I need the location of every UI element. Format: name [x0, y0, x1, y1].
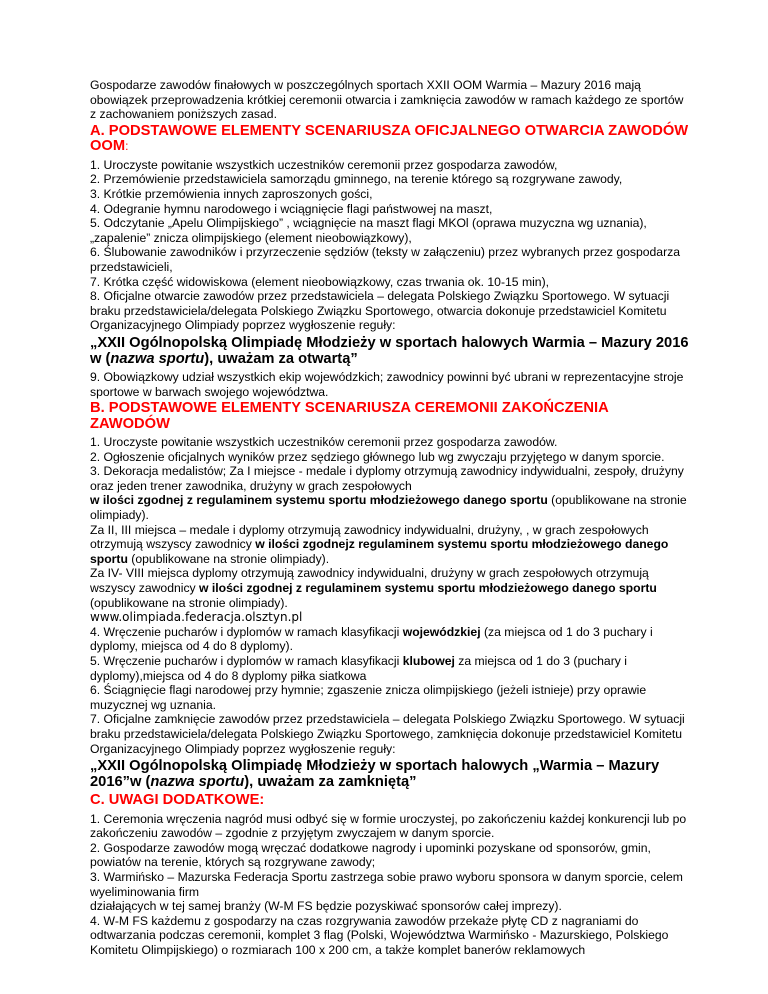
medals-2-3-text: Za II, III miejsca – medale i dyplomy otrzymują zawodnicy indywidualni, drużyny, , w grach zespołowych otrzymują wszyscy zawodnicy [90, 522, 649, 552]
places-4-8-bold: w ilości zgodnej z regulaminem systemu sportu młodzieżowego danego sportu [199, 581, 657, 596]
closing-formula [90, 758, 690, 790]
section-a-item-2: 2. Przemówienie przedstawiciela samorządu gminnego, na terenie którego są rozgrywane zawody, [90, 172, 623, 187]
opening-formula-sport: nazwa sportu [110, 350, 205, 367]
opening-formula [90, 335, 690, 367]
item-3-bold: w ilości zgodnej z regulaminem systemu sportu młodzieżowego danego sportu [90, 493, 548, 508]
section-c-item-4: 4. W-M FS każdemu z gospodarzy na czas rozgrywania zawodów przekaże płytę CD z nagraniami do odtwarzania podczas ceremonii, komplet 3 flag (Polski, Województwa Warmińsko - Mazurskiego, Polskiego Komitetu Olimpijskiego) o rozmiarach 100 x 200 cm, a także komplet banerów reklamowych [90, 913, 669, 957]
section-b-item-4 [90, 625, 690, 654]
section-b-item-5 [90, 654, 690, 683]
places-4-8-tail: (opublikowane na stronie olimpiady). [90, 595, 288, 610]
olympiad-website-link[interactable]: www.olimpiada.federacja.olsztyn.pl [90, 610, 303, 625]
item-4-text: 4. Wręczenie pucharów i dyplomów w ramach klasyfikacji [90, 624, 403, 639]
closing-formula-sport: nazwa sportu [150, 774, 245, 791]
intro-paragraph: Gospodarze zawodów finałowych w poszczególnych sportach XXII OOM Warmia – Mazury 2016 mają obowiązek przeprowadzenia krótkiej ceremonii otwarcia i zamknięcia zawodów w ramach każdego ze sportów z zachowaniem poniższych zasad. [90, 78, 684, 122]
opening-formula-start: „XXII Ogólnopolską Olimpiadę Młodzieży w sportach halowych Warmia – Mazury 2016 w ( [90, 334, 689, 367]
section-c-item-1: 1. Ceremonia wręczenia nagród musi odbyć się w formie uroczystej, po zakończeniu każdej konkurencji lub po zakończeniu zawodów – zgodnie z przyjętym zwyczajem w danym sporcie. [90, 811, 687, 841]
section-c-item-2: 2. Gospodarze zawodów mogą wręczać dodatkowe nagrody i upominki pozyskane od sponsorów, gmin, powiatów na terenie, których są rozgrywane zawody; [90, 840, 651, 870]
item-3-tail: (opublikowane na stronie olimpiady). [90, 493, 687, 523]
section-b-heading: B. PODSTAWOWE ELEMENTY SCENARIUSZA CEREMONII ZAKOŃCZENIA ZAWODÓW [90, 400, 609, 432]
section-b-places-4-8 [90, 566, 690, 610]
section-b-item-2: 2. Ogłoszenie oficjalnych wyników przez sędziego głównego lub wg zwyczaju przyjętego w danym sporcie. [90, 449, 665, 464]
section-b-item-6: 6. Ściągnięcie flagi narodowej przy hymnie; zgaszenie znicza olimpijskiego (jeżeli istnieje) przy oprawie muzycznej wg uznania. [90, 683, 647, 712]
section-c-item-3: 3. Warmińsko – Mazurska Federacja Sportu zastrzega sobie prawo wyboru sponsora w danym sporcie, celem wyeliminowania firm [90, 870, 683, 899]
section-b-item-7: 7. Oficjalne zamknięcie zawodów przez przedstawiciela – delegata Polskiego Związku Sportowego. W sytuacji braku przedstawiciela/delegata Polskiego Związku Sportowego, zamknięcia dokonuje przedstawiciel Komitetu Organizacyjnego Olimpiady poprzez wygłoszenie reguły: [90, 712, 685, 756]
section-a-item-9: 9. Obowiązkowy udział wszystkich ekip wojewódzkich; zawodnicy powinni być ubrani w reprezentacyjne stroje sportowe w barwach swojego województwa. [90, 369, 684, 399]
section-b-medals-2-3 [90, 523, 690, 567]
places-4-8-text: Za IV- VIII miejsca dyplomy otrzymują zawodnicy indywidualni, drużyny w grach zespołowych otrzymują wszyscy zawodnicy [90, 566, 649, 596]
item-5-bold: klubowej [402, 654, 455, 668]
section-a-item-3: 3. Krótkie przemówienia innych zaproszonych gości, [90, 186, 373, 201]
section-a-item-7: 7. Krótka część widowiskowa (element nieobowiązkowy, czas trwania ok. 10-15 min), [90, 274, 550, 289]
section-a-item-4: 4. Odegranie hymnu narodowego i wciągnięcie flagi państwowej na maszt, [90, 201, 493, 216]
item-3-text: 3. Dekoracja medalistów; Za I miejsce - medale i dyplomy otrzymują zawodnicy indywidualni, zespoły, drużyny oraz jeden trener zawodnika, drużyny w grach zespołowych [90, 464, 684, 493]
item-5-text: 5. Wręczenie pucharów i dyplomów w ramach klasyfikacji [90, 654, 403, 668]
section-a-item-6: 6. Ślubowanie zawodników i przyrzeczenie sędziów (teksty w załączeniu) przez wybranych przez gospodarza przedstawicieli, [90, 245, 681, 274]
section-a-heading [90, 124, 690, 155]
section-a-item-5: 5. Odczytanie „Apelu Olimpijskiego” , wciągnięcie na maszt flagi MKOl (oprawa muzyczna wg uznania), „zapalenie” znicza olimpijskiego (element nieobowiązkowy), [90, 216, 647, 245]
section-b-item-1: 1. Uroczyste powitanie wszystkich uczestników ceremonii przez gospodarza zawodów. [90, 435, 558, 450]
section-a-title: A. PODSTAWOWE ELEMENTY SCENARIUSZA OFICJALNEGO OTWARCIA ZAWODÓW OOM [90, 122, 689, 155]
closing-formula-start: „XXII Ogólnopolską Olimpiadę Młodzieży w sportach halowych „Warmia – Mazury 2016”w ( [90, 758, 660, 791]
section-c-heading: C. UWAGI DODATKOWE: [90, 792, 265, 809]
section-a-item-8: 8. Oficjalne otwarcie zawodów przez przedstawiciela – delegata Polskiego Związku Sportowego. W sytuacji braku przedstawiciela/delegata Polskiego Związku Sportowego, otwarcia dokonuje przedstawiciel Komitetu Organizacyjnego Olimpiady poprzez wygłoszenie reguły: [90, 289, 670, 333]
item-4-tail: (za miejsca od 1 do 3 puchary i dyplomy, miejsca od 4 do 8 dyplomy). [90, 624, 653, 654]
medals-2-3-tail: (opublikowane na stronie olimpiady). [127, 551, 330, 566]
section-a-colon: : [125, 139, 129, 154]
section-b-item-3 [90, 464, 690, 522]
section-c-item-3-cont: działających w tej samej branży (W-M FS będzie pozyskiwać sponsorów całej imprezy). [90, 899, 562, 914]
medals-2-3-bold: w ilości zgodnejz regulaminem systemu sportu młodzieżowego danego sportu [90, 537, 669, 566]
section-a-item-1: 1. Uroczyste powitanie wszystkich uczestników ceremonii przez gospodarza zawodów, [90, 157, 558, 172]
item-5-tail: za miejsca od 1 do 3 (puchary i dyplomy),miejsca od 4 do 8 dyplomy piłka siatkowa [90, 654, 627, 683]
item-4-bold: wojewódzkiej [402, 624, 481, 639]
closing-formula-end: ), uważam za zamkniętą” [244, 774, 417, 791]
document-page [90, 78, 690, 958]
opening-formula-end: ), uważam za otwartą” [204, 350, 358, 367]
